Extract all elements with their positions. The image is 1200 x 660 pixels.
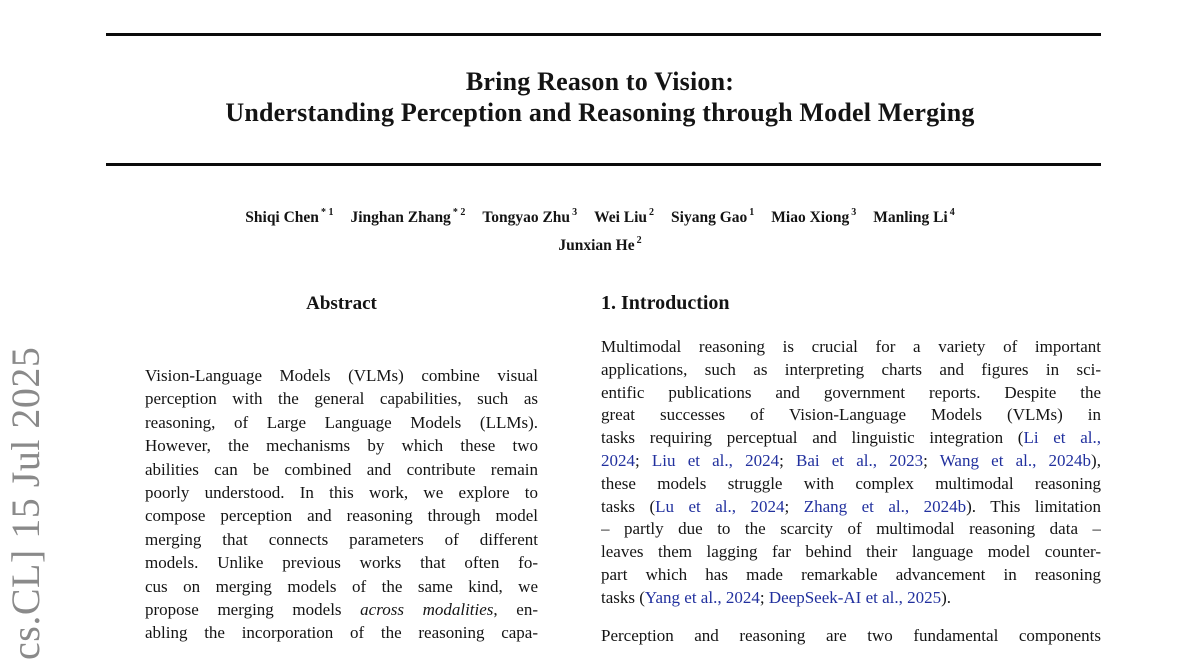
text-line: propose merging models across modalities, en- bbox=[145, 599, 538, 619]
author-name: Junxian He $^2$ bbox=[558, 235, 642, 255]
author-affiliation-sup: 2 bbox=[649, 207, 655, 218]
text-line: poorly understood. In this work, we explore to bbox=[145, 482, 538, 502]
text-line: these models struggle with complex multimodal reasoning bbox=[601, 473, 1101, 493]
author-affiliation-sup: 3 bbox=[572, 207, 578, 218]
text-line: Vision-Language Models (VLMs) combine visual bbox=[145, 366, 538, 385]
text-line: Multimodal reasoning is crucial for a variety of important bbox=[601, 337, 1101, 356]
author-affiliation-sup: 1 bbox=[749, 207, 755, 218]
author-name: Jinghan Zhang $^{* 2}$ bbox=[350, 207, 466, 227]
author-name: Tongyao Zhu $^3$ bbox=[482, 207, 578, 227]
citation-link[interactable]: DeepSeek-AI et al., 2025 bbox=[768, 587, 942, 607]
introduction-text bbox=[601, 336, 1101, 647]
paper-title bbox=[0, 66, 1200, 128]
author-name: Miao Xiong $^3$ bbox=[771, 207, 857, 227]
author-row bbox=[0, 202, 1200, 230]
text-line: part which has made remarkable advancement in reasoning bbox=[601, 564, 1101, 584]
author-affiliation-sup: 3 bbox=[851, 207, 857, 218]
abstract-text bbox=[145, 364, 538, 645]
abstract-heading: Abstract bbox=[306, 293, 377, 314]
text-line: entific publications and government reports. Despite the bbox=[601, 382, 1101, 402]
author-affiliation-sup: 2 bbox=[636, 235, 642, 247]
title-rule-bottom bbox=[106, 163, 1101, 166]
citation-link[interactable]: Wang et al., 2024b bbox=[939, 450, 1092, 470]
introduction-section bbox=[601, 291, 1101, 647]
citation-link[interactable]: Liu et al., 2024 bbox=[651, 450, 780, 470]
text-line: great successes of Vision-Language Models (VLMs) in bbox=[601, 405, 1101, 425]
paragraph bbox=[601, 336, 1101, 610]
text-line: However, the mechanisms by which these two bbox=[145, 436, 538, 456]
text-line: 2024; Liu et al., 2024; Bai et al., 2023; Wang et al., 2024b), bbox=[601, 450, 1101, 470]
italic-text: across modalities bbox=[360, 599, 494, 619]
citation-link[interactable]: Yang et al., 2024 bbox=[644, 587, 760, 607]
text-line: abling the incorporation of the reasoning capa- bbox=[145, 623, 538, 643]
text-line: applications, such as interpreting charts and figures in sci- bbox=[601, 359, 1101, 379]
author-affiliation-sup: * 1 bbox=[320, 207, 334, 218]
author-affiliation-sup: * 2 bbox=[452, 207, 466, 218]
author-name: Wei Liu $^2$ bbox=[594, 207, 655, 227]
paragraph bbox=[601, 625, 1101, 648]
text-line: tasks (Yang et al., 2024; DeepSeek-AI et al., 2025). bbox=[601, 587, 952, 607]
author-list bbox=[0, 202, 1200, 258]
text-line: tasks requiring perceptual and linguistic integration (Li et al., bbox=[601, 428, 1101, 448]
citation-link[interactable]: Li et al., bbox=[1023, 428, 1101, 448]
paper-title-line2: Understanding Perception and Reasoning through Model Merging bbox=[225, 98, 975, 127]
text-line: compose perception and reasoning through model bbox=[145, 506, 538, 526]
citation-link[interactable]: Zhang et al., 2024b bbox=[803, 496, 967, 516]
citation-link[interactable]: 2024 bbox=[601, 450, 635, 470]
text-line: – partly due to the scarcity of multimodal reasoning data – bbox=[601, 519, 1101, 539]
text-line: tasks (Lu et al., 2024; Zhang et al., 2024b). This limitation bbox=[601, 496, 1101, 516]
text-line: models. Unlike previous works that often fo- bbox=[145, 553, 538, 573]
text-line: perception with the general capabilities, such as bbox=[145, 389, 538, 409]
citation-link[interactable]: Lu et al., 2024 bbox=[655, 496, 785, 516]
author-name: Siyang Gao $^1$ bbox=[671, 207, 755, 227]
text-line: abilities can be combined and contribute remain bbox=[145, 459, 538, 479]
title-rule-top bbox=[106, 33, 1101, 36]
introduction-heading: 1. Introduction bbox=[601, 292, 730, 314]
author-row bbox=[0, 230, 1200, 258]
paper-title-line1: Bring Reason to Vision: bbox=[465, 67, 735, 96]
author-affiliation-sup: 4 bbox=[949, 207, 955, 218]
author-name: Manling Li $^4$ bbox=[873, 207, 955, 227]
text-line: reasoning, of Large Language Models (LLMs). bbox=[145, 412, 538, 432]
text-line: leaves them lagging far behind their language model counter- bbox=[601, 542, 1101, 562]
text-line: Perception and reasoning are two fundamental components bbox=[601, 625, 1101, 645]
citation-link[interactable]: Bai et al., 2023 bbox=[795, 450, 924, 470]
text-line: merging that connects parameters of different bbox=[145, 529, 538, 549]
arxiv-watermark: cs.CL] 15 Jul 2025 bbox=[3, 346, 48, 660]
author-name: Shiqi Chen $^{* 1}$ bbox=[245, 207, 334, 227]
text-line: cus on merging models of the same kind, we bbox=[145, 576, 538, 596]
